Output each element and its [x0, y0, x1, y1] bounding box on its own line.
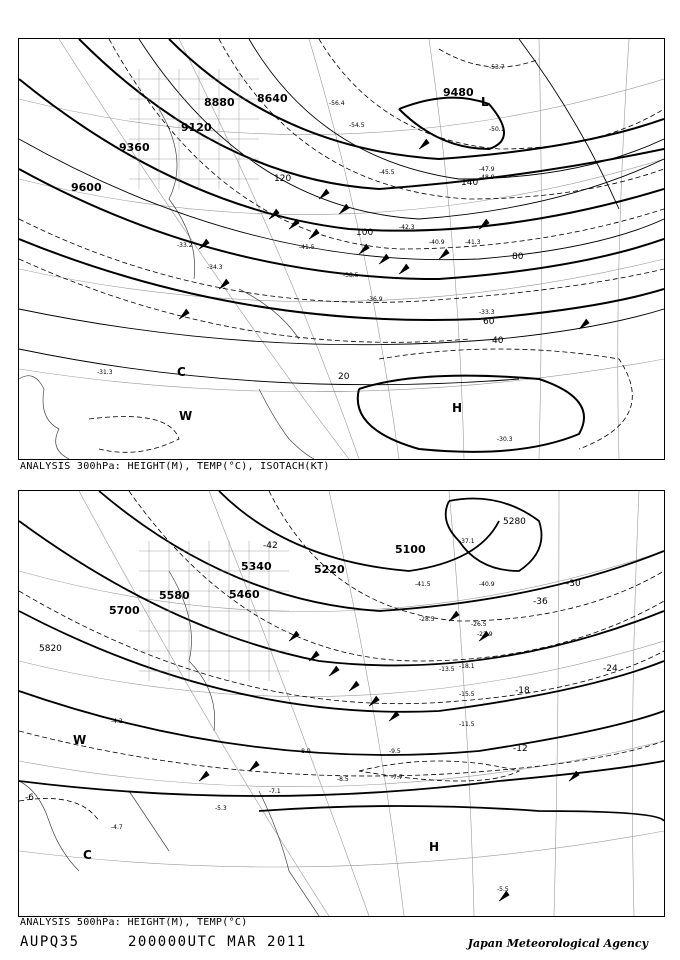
height-label: 5280	[503, 517, 526, 527]
temp-label: -31.3	[97, 369, 113, 376]
station-temp: -7.7	[391, 774, 403, 781]
station-temp: -9.5	[389, 748, 401, 755]
isotach-label: 80	[512, 252, 524, 262]
station-temp: -22.9	[477, 631, 493, 638]
temp-label: -42.3	[399, 224, 415, 231]
temp-label: -45.5	[379, 169, 395, 176]
station-temp: -4.7	[111, 824, 123, 831]
isotach-label: 120	[274, 174, 292, 184]
temp-label: -53.7	[489, 64, 505, 71]
warm-center-symbol: W	[73, 733, 87, 747]
height-contours	[19, 491, 664, 821]
height-label: 9120	[181, 121, 212, 134]
station-temp: -40.9	[479, 581, 495, 588]
isotach-label: 60	[483, 317, 495, 327]
station-temp: -8.9	[299, 748, 311, 755]
isotach-label: 100	[356, 228, 374, 238]
temp-label: -33.3	[479, 309, 495, 316]
height-label: 5220	[314, 563, 345, 576]
height-label: 5580	[159, 589, 190, 602]
map-300hpa	[18, 38, 665, 460]
temp-label: -56.4	[329, 100, 345, 107]
agency-name: Japan Meteorological Agency	[467, 937, 648, 950]
isotherm-label: -30	[566, 579, 581, 589]
product-code: AUPQ35	[20, 934, 80, 950]
station-temp: -5.5	[497, 886, 509, 893]
warm-center-symbol: W	[179, 409, 193, 423]
map-300hpa-canvas	[19, 39, 664, 459]
temp-label: -33.2	[177, 242, 193, 249]
height-label: 5340	[241, 560, 272, 573]
height-label: 8880	[204, 96, 235, 109]
isotherm-label: -6	[25, 793, 34, 803]
station-temp: -37.1	[459, 538, 475, 545]
temp-label: -36.9	[367, 296, 383, 303]
station-temp: -4.2	[111, 718, 123, 725]
height-label: 9360	[119, 141, 150, 154]
isotherm-label: -36	[533, 597, 548, 607]
analysis-datetime: 200000UTC MAR 2011	[128, 934, 307, 950]
station-temp: -11.5	[459, 721, 475, 728]
station-temp: -5.3	[215, 805, 227, 812]
height-label: 9600	[71, 181, 102, 194]
temp-label: -41.3	[465, 239, 481, 246]
lat-lon-grid	[19, 491, 664, 916]
cold-center-symbol: C	[83, 848, 92, 862]
high-pressure-symbol: H	[429, 840, 440, 854]
station-temp: -28.5	[419, 616, 435, 623]
low-pressure-symbol: L	[481, 95, 489, 109]
station-temp: -13.5	[439, 666, 455, 673]
temp-label: -48.9	[479, 174, 495, 181]
height-label: 5100	[395, 543, 426, 556]
wind-barbs	[199, 611, 579, 901]
station-temp: -41.5	[415, 581, 431, 588]
isotherm-label: -18	[515, 686, 530, 696]
station-temp: -7.1	[269, 788, 281, 795]
temp-label: -50.1	[489, 126, 505, 133]
isotach-label: 140	[461, 178, 479, 188]
caption-300hpa: ANALYSIS 300hPa: HEIGHT(M), TEMP(°C), ISOTACH(KT)	[20, 461, 330, 472]
station-temp: -18.1	[459, 663, 475, 670]
temp-label: -38.5	[343, 272, 359, 279]
temp-label: -40.9	[429, 239, 445, 246]
height-label: 5460	[229, 588, 260, 601]
isotach-label: 40	[492, 336, 504, 346]
map-500hpa	[18, 490, 665, 917]
isotach-label: 20	[338, 372, 350, 382]
coastlines	[19, 109, 314, 459]
isotherm-label: -12	[513, 744, 528, 754]
station-temp: -8.5	[337, 776, 349, 783]
cold-center-symbol: C	[177, 365, 186, 379]
station-temp: -26.5	[471, 621, 487, 628]
temp-label: -54.5	[349, 122, 365, 129]
height-label: 8640	[257, 92, 288, 105]
temp-label: -41.5	[299, 244, 315, 251]
isotherm-label: -42	[263, 541, 278, 551]
temp-label: -47.9	[479, 166, 495, 173]
caption-500hpa: ANALYSIS 500hPa: HEIGHT(M), TEMP(°C)	[20, 917, 248, 928]
temp-label: -34.3	[207, 264, 223, 271]
height-label: 5700	[109, 604, 140, 617]
high-pressure-symbol: H	[452, 401, 463, 415]
station-temp: -15.5	[459, 691, 475, 698]
isotherm-label: -24	[603, 664, 618, 674]
height-label: 9480	[443, 86, 474, 99]
map-500hpa-canvas	[19, 491, 664, 916]
height-label: 5820	[39, 644, 62, 654]
temp-label: -30.3	[497, 436, 513, 443]
